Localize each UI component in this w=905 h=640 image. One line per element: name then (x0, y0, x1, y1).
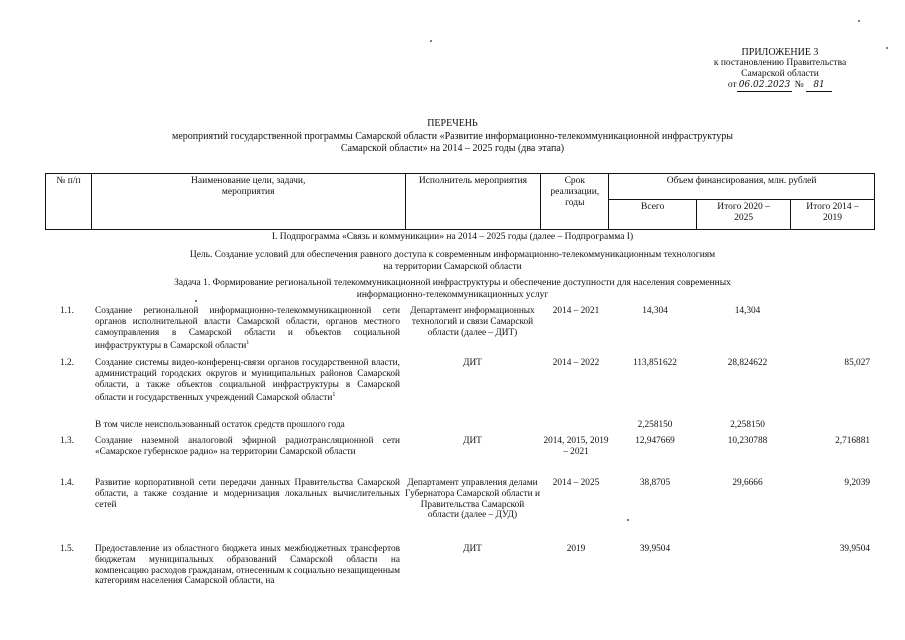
row-total-2014-2019: 39,9504 (839, 544, 870, 554)
row-term: 2014 – 2021 (552, 306, 600, 316)
appendix-date-line (700, 80, 860, 92)
decree-date: 06.02.2023 (738, 80, 791, 90)
table-header (45, 173, 875, 230)
task-heading (100, 278, 805, 301)
scan-speck (430, 40, 432, 42)
row-executor: Департамент информационных технологий и связи Самарской области (далее – ДИТ) (410, 306, 535, 338)
row-number: 1.2. (60, 358, 74, 368)
row-total-2020-2025: 2,258150 (730, 420, 765, 430)
row-total: 38,8705 (639, 478, 671, 488)
row-name: Создание наземной аналоговой эфирной радиотрансляционной сети «Самарское губернское радио» на территории Самарской области (95, 436, 400, 457)
number-label: № (794, 80, 804, 90)
row-number: 1.1. (60, 306, 74, 316)
document-title (100, 118, 805, 156)
row-executor: Департамент управления делами Губернатора Самарской области и Правительства Самарской области (далее – ДУД) (405, 478, 540, 521)
row-name: В том числе неиспользованный остаток средств прошлого года (95, 420, 345, 430)
appendix-line-1: к постановлению Правительства (713, 58, 847, 68)
row-term: 2014, 2015, 2019 – 2021 (543, 436, 609, 457)
appendix-number: ПРИЛОЖЕНИЕ 3 (741, 47, 819, 58)
row-total-2020-2025: 28,824622 (727, 358, 768, 368)
row-total-2014-2019: 9,2039 (844, 478, 870, 488)
header-executor: Исполнитель мероприятия (405, 174, 541, 230)
row-total: 14,304 (642, 306, 668, 316)
row-total: 39,9504 (639, 544, 671, 554)
row-number: 1.4. (60, 478, 74, 488)
row-executor: ДИТ (463, 544, 482, 554)
row-total: 12,947669 (635, 436, 675, 446)
row-name: Создание системы видео-конференц-связи органов государственной власти, администраций городских округов и муниципальных районов Самарской области, а также объектов социальной инфраструктуры в Самарской области и государственных учреждений Самарской области$^1$ (95, 358, 400, 404)
header-total-2014-2019: Итого 2014 – 2019 (791, 200, 875, 230)
row-term: 2014 – 2025 (552, 478, 600, 488)
appendix-line-2: Самарской области (741, 69, 819, 79)
row-executor: ДИТ (463, 358, 482, 368)
header-term: Срок реализации, годы (541, 174, 609, 230)
row-total-2020-2025: 14,304 (734, 306, 761, 316)
task-line-2: информационно-телекоммуникационных услуг (356, 289, 549, 300)
row-total: 113,851622 (633, 358, 677, 368)
row-total-2020-2025: 10,230788 (727, 436, 768, 446)
row-total-2014-2019: 2,716881 (835, 436, 870, 446)
scan-speck (195, 300, 197, 302)
row-total-2020-2025: 29,6666 (732, 478, 763, 488)
row-number: 1.5. (60, 544, 74, 554)
row-name: Создание региональной информационно-телекоммуникационной сети органов исполнительной власти Самарской области, органов местного самоуправления в Самарской области и объектов социальной инфраструктуры в Самарской области$^1$ (95, 306, 400, 352)
scan-speck (627, 519, 629, 521)
goal-line-1: Цель. Создание условий для обеспечения равного доступа к современным информационно-телекоммуникационным технологиям (189, 250, 716, 260)
header-total-2020-2025: Итого 2020 – 2025 (697, 200, 791, 230)
row-term: 2019 (566, 544, 586, 554)
row-name: Развитие корпоративной сети передачи данных Правительства Самарской области, а также создание и модернизация локальных вычислительных сетей (95, 478, 400, 510)
footnote-mark: 1 (246, 340, 250, 347)
task-line-1: Задача 1. Формирование региональной телекоммуникационной инфраструктуры и обеспечение доступности для населения современных (174, 278, 731, 288)
header-financing: Объем финансирования, млн. рублей (609, 174, 875, 200)
header-number: № п/п (46, 174, 92, 230)
title-line-1: мероприятий государственной программы Самарской области «Развитие информационно-телекоммуникационной инфраструктуры (172, 130, 733, 142)
row-term: 2014 – 2022 (552, 358, 600, 368)
scan-speck (886, 47, 888, 49)
subprogram-heading: I. Подпрограмма «Связь и коммуникации» на 2014 – 2025 годы (далее – Подпрограмма I) (271, 232, 634, 242)
row-name: Предоставление из областного бюджета иных межбюджетных трансфертов бюджетам муниципальных образований Самарской области на компенсацию расходов гражданам, отнесенным к социально незащищенным категориям населения Самарской области, на (95, 544, 400, 587)
title-line-2: Самарской области» на 2014 – 2025 годы (два этапа) (340, 143, 565, 154)
from-label: от (727, 80, 737, 90)
row-number: 1.3. (60, 436, 74, 446)
row-total-2014-2019: 85,027 (844, 358, 870, 368)
goal-heading (100, 250, 805, 273)
appendix-block (700, 47, 860, 92)
header-total: Всего (609, 200, 697, 230)
decree-number: 81 (806, 80, 832, 92)
footnote-mark: 1 (332, 392, 336, 399)
title-heading: ПЕРЕЧЕНЬ (427, 118, 478, 129)
row-total: 2,258150 (637, 420, 673, 430)
scan-speck (858, 20, 860, 22)
row-executor: ДИТ (463, 436, 482, 446)
header-name: Наименование цели, задачи, мероприятия (91, 174, 405, 230)
goal-line-2: на территории Самарской области (383, 261, 522, 272)
